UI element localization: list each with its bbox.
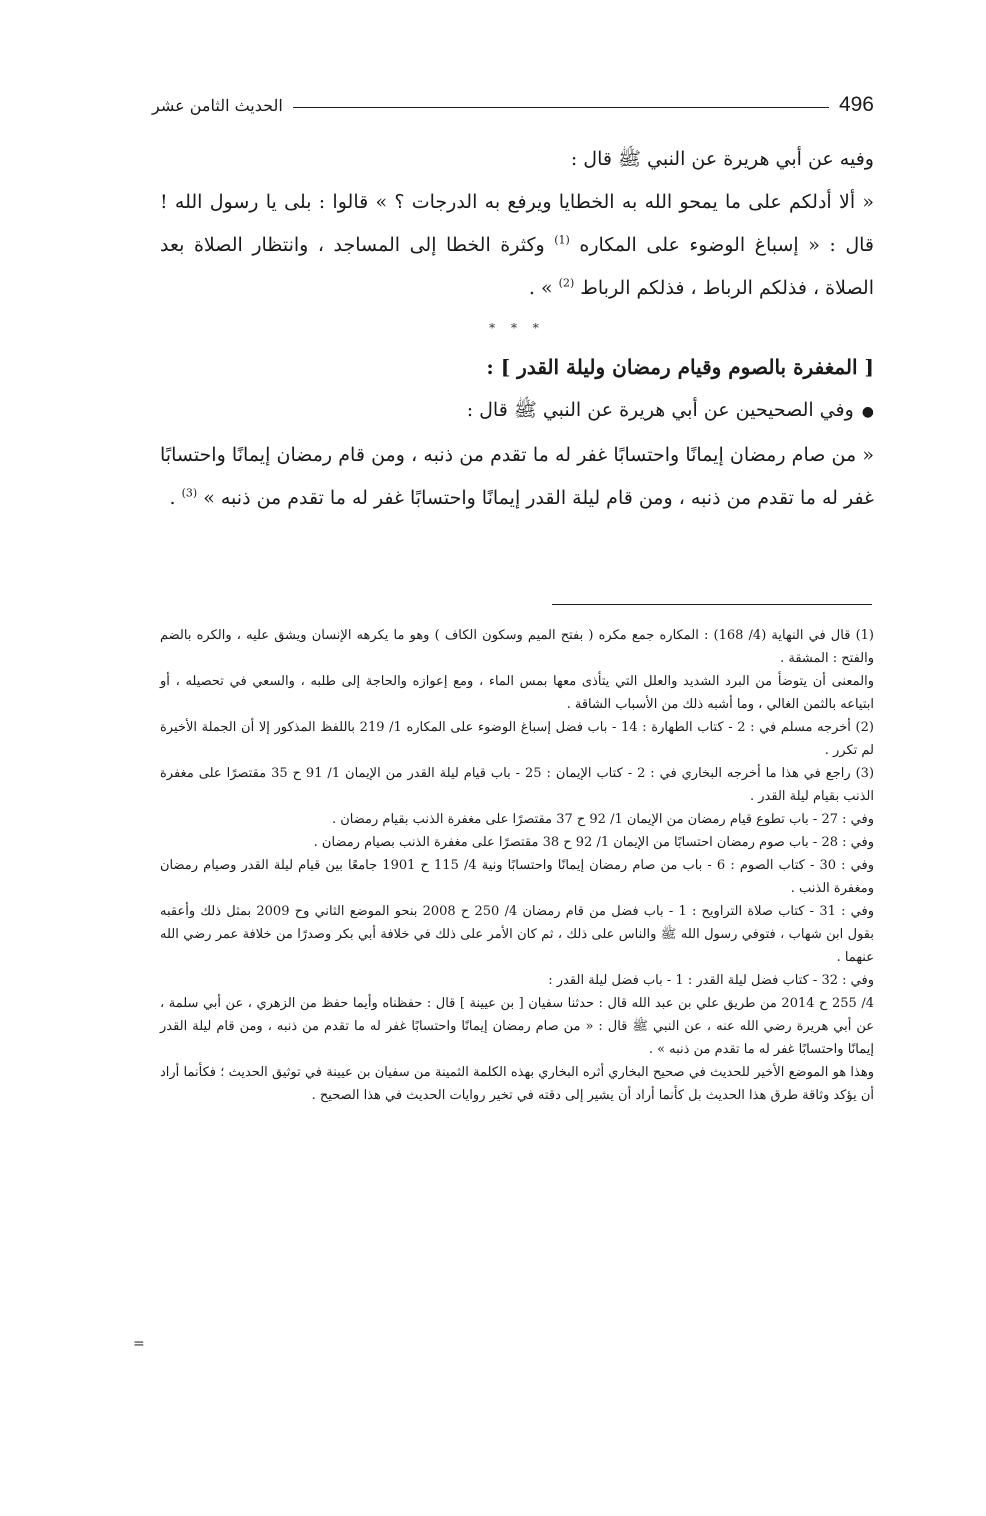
footnote-3-item-32: وفي : 32 - كتاب فضل ليلة القدر : 1 - باب فضل ليلة القدر : [548,973,874,988]
page-number: 496 [838,93,874,116]
running-title: الحديث الثامن عشر [152,95,283,115]
section-divider-stars: * * * [489,321,545,335]
intro-line: وفيه عن أبي هريرة عن النبي ﷺ قال : [570,148,874,170]
page-header [152,88,874,122]
footnote-3-item-28: وفي : 28 - باب صوم رمضان احتسابًا من الإيمان 1/ 92 ح 38 مقتصرًا على مغفرة الذنب بصيام رمضان . [313,835,874,850]
margin-mark: = [133,1336,145,1352]
hadith-1-text-b: وكثرة الخطا إلى المساجد ، وانتظار الصلاة بعد الصلاة ، فذلكم الرباط ، فذلكم الرباط [160,234,874,299]
intro-line-2 [160,389,874,434]
hadith-paragraph-1 [160,181,874,310]
footnotes [160,624,874,1107]
hadith-1-end: » . [528,277,553,299]
hadith-2-text: « من صام رمضان إيمانًا واحتسابًا غفر له ما تقدم من ذنبه ، ومن قام رمضان إيمانًا واحتسابًا غفر له ما تقدم من ذنبه ، ومن قام ليلة القدر إيمانًا واحتسابًا غفر له ما تقدم من ذنبه » [160,444,874,509]
section-heading: [ المغفرة بالصوم وقيام رمضان وليلة القدر ] : [486,355,874,379]
footnote-1: (1) قال في النهاية (4/ 168) : المكاره جمع مكره ( بفتح الميم وسكون الكاف ) وهو ما يكرهه الإنسان ويشق عليه ، والكره بالضم والفتح : المشقة . [160,628,874,666]
main-text [160,138,874,520]
header-rule [293,107,829,108]
footnote-3-item-30: وفي : 30 - كتاب الصوم : 6 - باب من صام رمضان إيمانًا واحتسابًا ونية 4/ 115 ح 1901 جامعًا بين قيام ليلة القدر وصيام رمضان ومغفرة الذنب . [160,858,874,896]
bullet-icon: ● [861,404,874,420]
footnote-3-item-27: وفي : 27 - باب تطوع قيام رمضان من الإيمان 1/ 92 ح 37 مقتصرًا على مغفرة الذنب بقيام رمضان . [331,812,874,827]
footnote-ref-3[interactable]: (3) [181,486,198,500]
footnote-3-item-31: وفي : 31 - كتاب صلاة التراويح : 1 - باب فضل من قام رمضان 4/ 250 ح 2008 بنحو الموضع الثاني وح 2009 بمثل ذلك وأعقبه بقول ابن شهاب ، فتوفي رسول الله ﷺ والناس على ذلك ، ثم كان الأمر على ذلك في خلافة أبي بكر وصدرًا من خلافة عمر رضي الله عنهما . [160,904,875,965]
footnote-separator [552,604,872,605]
intro-2-text: وفي الصحيحين عن أبي هريرة عن النبي ﷺ قال : [466,399,854,421]
footnote-3: (3) راجع في هذا ما أخرجه البخاري في : 2 - كتاب الإيمان : 25 - باب قيام ليلة القدر من الإيمان 1/ 91 ح 35 مقتصرًا على مغفرة الذنب بقيام ليلة القدر . [160,766,875,804]
footnote-1-cont: والمعنى أن يتوضأ من البرد الشديد والعلل التي يتأذى معها بمس الماء ، ومع إعوازه والحاجة إلى طلبه ، والسعي في تحصيله ، أو ابتياعه بالثمن الغالي ، وما أشبه ذلك من الأسباب الشاقة . [160,674,874,712]
footnote-3-conclusion: وهذا هو الموضع الأخير للحديث في صحيح البخاري أثره البخاري بهذه الكلمة الثمينة من سفيان بن عيينة في توثيق الحديث ؛ فكأنما أراد أن يؤكد وثاقة طرق هذا الحديث بل كأنما أراد أن يشير إلى دقته في تخير روايات الحديث في هذا الصحيح . [160,1065,874,1103]
hadith-2-end: . [169,487,176,509]
footnote-2: (2) أخرجه مسلم في : 2 - كتاب الطهارة : 14 - باب فضل إسباغ الوضوء على المكاره 1/ 219 باللفظ المذكور إلا أن الجملة الأخيرة لم تكرر . [160,720,874,758]
hadith-1-text: « ألا أدلكم على ما يمحو الله به الخطايا ويرفع به الدرجات ؟ » قالوا : بلى يا رسول الله ! قال : « إسباغ الوضوء على المكاره [160,191,875,256]
footnote-ref-1[interactable]: (1) [554,233,570,247]
footnote-3-item-32-detail: 4/ 255 ح 2014 من طريق علي بن عبد الله قال : حدثنا سفيان [ بن عيينة ] قال : حفظناه وأيما حفظ من الزهري ، عن أبي سلمة ، عن أبي هريرة رضي الله عنه ، عن النبي ﷺ قال : « من صام رمضان إيمانًا واحتسابًا غفر له ما تقدم من ذنبه ، ومن قام ليلة القدر إيمانًا واحتسابًا غفر له ما تقدم من ذنبه » . [160,996,875,1057]
footnote-ref-2[interactable]: (2) [558,276,575,290]
hadith-paragraph-2 [160,434,874,520]
